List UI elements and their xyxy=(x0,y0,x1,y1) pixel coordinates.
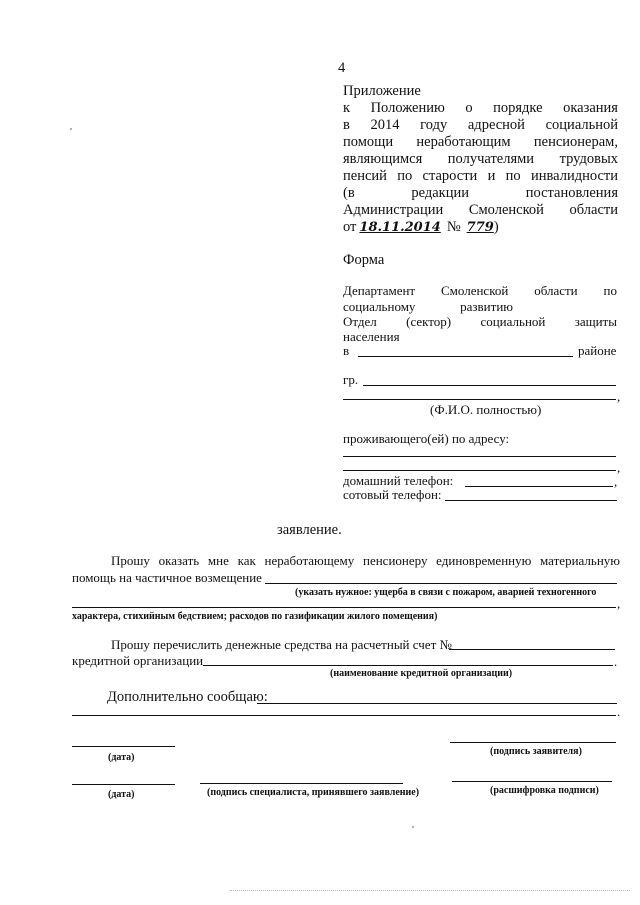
home-phone-label: домашний телефон: xyxy=(343,473,454,488)
address-label: проживающего(ей) по адресу: xyxy=(343,431,510,446)
appendix-word: Положению xyxy=(370,100,445,116)
appendix-word: пенсий xyxy=(343,168,387,184)
fio-field-line-2[interactable] xyxy=(343,399,616,400)
appendix-word: помощи xyxy=(343,134,394,150)
addressee-word: по xyxy=(603,283,617,298)
appendix-word: пенсионерам, xyxy=(533,134,618,150)
mobile-phone-field[interactable] xyxy=(445,500,617,501)
statement-title: заявление. xyxy=(277,522,342,538)
page-number: 4 xyxy=(338,60,346,76)
fio-field-line-1[interactable] xyxy=(363,385,616,386)
compensation-field-line-2[interactable] xyxy=(72,607,616,608)
appendix-word: о xyxy=(465,100,473,116)
addressee-word: социальному xyxy=(343,299,416,314)
appendix-word: Смоленской xyxy=(468,202,544,218)
district-prefix: в xyxy=(343,343,350,358)
appendix-word: неработающим xyxy=(416,134,511,150)
additional-dot: . xyxy=(617,704,621,719)
credit-org-dot: . xyxy=(614,654,618,669)
home-phone-field[interactable] xyxy=(465,486,613,487)
appendix-word: порядке xyxy=(493,100,543,116)
address-field-line-1[interactable] xyxy=(343,456,616,457)
request-hint-2: характера, стихийным бедствием; расходов по газификации жилого помещения) xyxy=(72,611,438,622)
appendix-word: адресной xyxy=(467,117,525,133)
form-label: Форма xyxy=(343,252,385,268)
appendix-line xyxy=(343,168,618,185)
scan-speck xyxy=(412,826,414,828)
appendix-word: трудовых xyxy=(559,151,618,167)
gr-label: гр. xyxy=(343,372,359,387)
appendix-line xyxy=(343,100,618,117)
fio-caption: (Ф.И.О. полностью) xyxy=(430,402,542,417)
appendix-line xyxy=(343,117,618,134)
date-prefix: от xyxy=(343,219,357,235)
addressee-word: (сектор) xyxy=(406,314,452,329)
address-comma: , xyxy=(617,460,621,475)
additional-label: Дополнительно сообщаю: xyxy=(107,689,268,705)
district-suffix: районе xyxy=(578,343,617,358)
handwritten-date: 18.11.2014 xyxy=(359,220,441,235)
appendix-line xyxy=(343,134,618,151)
appendix-word: (в xyxy=(343,185,355,201)
addressee-word: социальной xyxy=(480,314,546,329)
appendix-word: являющимся xyxy=(343,151,423,167)
appendix-word: Администрации xyxy=(343,202,444,218)
address-field-line-2[interactable] xyxy=(343,470,616,471)
scan-speck xyxy=(70,128,72,130)
additional-field-line-2[interactable] xyxy=(72,715,616,716)
appendix-word: году xyxy=(420,117,448,133)
home-phone-comma: , xyxy=(614,474,618,489)
additional-field-line-1[interactable] xyxy=(257,703,617,704)
request-line-1: Прошу оказать мне как неработающему пенсионеру единовременную материальную xyxy=(111,553,620,568)
appendix-word: получателями xyxy=(447,151,535,167)
addressee-word: Отдел xyxy=(343,314,377,329)
appendix-word: постановления xyxy=(525,185,618,201)
decoding-field[interactable] xyxy=(452,781,612,782)
request-hint-1: (указать нужное: ущерба в связи с пожаром, аварией техногенного xyxy=(295,587,597,598)
date-caption-2: (дата) xyxy=(108,789,135,800)
addressee-line-2 xyxy=(343,299,513,315)
transfer-line: Прошу перечислить денежные средства на расчетный счет № xyxy=(111,637,452,652)
appendix-date-line xyxy=(343,219,499,236)
appendix-word: по xyxy=(505,168,521,184)
date-field-2[interactable] xyxy=(72,784,175,785)
appendix-word: области xyxy=(569,202,618,218)
date-field-1[interactable] xyxy=(72,746,175,747)
appendix-line xyxy=(343,185,618,202)
applicant-signature-field[interactable] xyxy=(450,742,616,743)
appendix-line xyxy=(343,202,618,219)
appendix-word: старости xyxy=(422,168,478,184)
appendix-word: и xyxy=(487,168,496,184)
account-number-field[interactable] xyxy=(449,649,615,650)
addressee-word: Департамент xyxy=(343,283,416,298)
addressee-line-4: населения xyxy=(343,329,400,344)
compensation-field[interactable] xyxy=(265,583,617,584)
specialist-signature-field[interactable] xyxy=(200,783,403,784)
applicant-signature-caption: (подпись заявителя) xyxy=(490,746,582,757)
fio-comma: , xyxy=(617,389,621,404)
addressee-word: развитию xyxy=(460,299,513,314)
credit-org-label: кредитной организации xyxy=(72,653,204,668)
district-field[interactable] xyxy=(358,356,573,357)
appendix-word: редакции xyxy=(411,185,470,201)
addressee-line-3 xyxy=(343,314,617,330)
appendix-word: по xyxy=(397,168,413,184)
appendix-word: 2014 xyxy=(370,117,400,133)
close-paren: ) xyxy=(493,219,499,235)
request-line-2: помощь на частичное возмещение xyxy=(72,570,262,585)
appendix-word: инвалидности xyxy=(530,168,618,184)
addressee-word: защиты xyxy=(574,314,617,329)
compensation-comma: , xyxy=(617,596,621,611)
appendix-word: в xyxy=(343,117,350,133)
credit-org-field[interactable] xyxy=(203,665,613,666)
addressee-word: Смоленской xyxy=(440,283,509,298)
addressee-line-1 xyxy=(343,283,617,299)
appendix-title: Приложение xyxy=(343,83,421,99)
mobile-phone-label: сотовый телефон: xyxy=(343,487,442,502)
appendix-word: социальной xyxy=(545,117,618,133)
credit-org-hint: (наименование кредитной организации) xyxy=(330,668,513,679)
handwritten-number: 779 xyxy=(466,220,494,235)
appendix-word: оказания xyxy=(563,100,618,116)
appendix-line xyxy=(343,151,618,168)
appendix-word: к xyxy=(343,100,351,116)
number-sign: № xyxy=(446,219,461,235)
decoding-caption: (расшифровка подписи) xyxy=(490,785,599,796)
specialist-signature-caption: (подпись специалиста, принявшего заявление) xyxy=(207,787,420,798)
date-caption-1: (дата) xyxy=(108,752,135,763)
addressee-word: области xyxy=(534,283,578,298)
scan-edge-line xyxy=(230,890,630,891)
